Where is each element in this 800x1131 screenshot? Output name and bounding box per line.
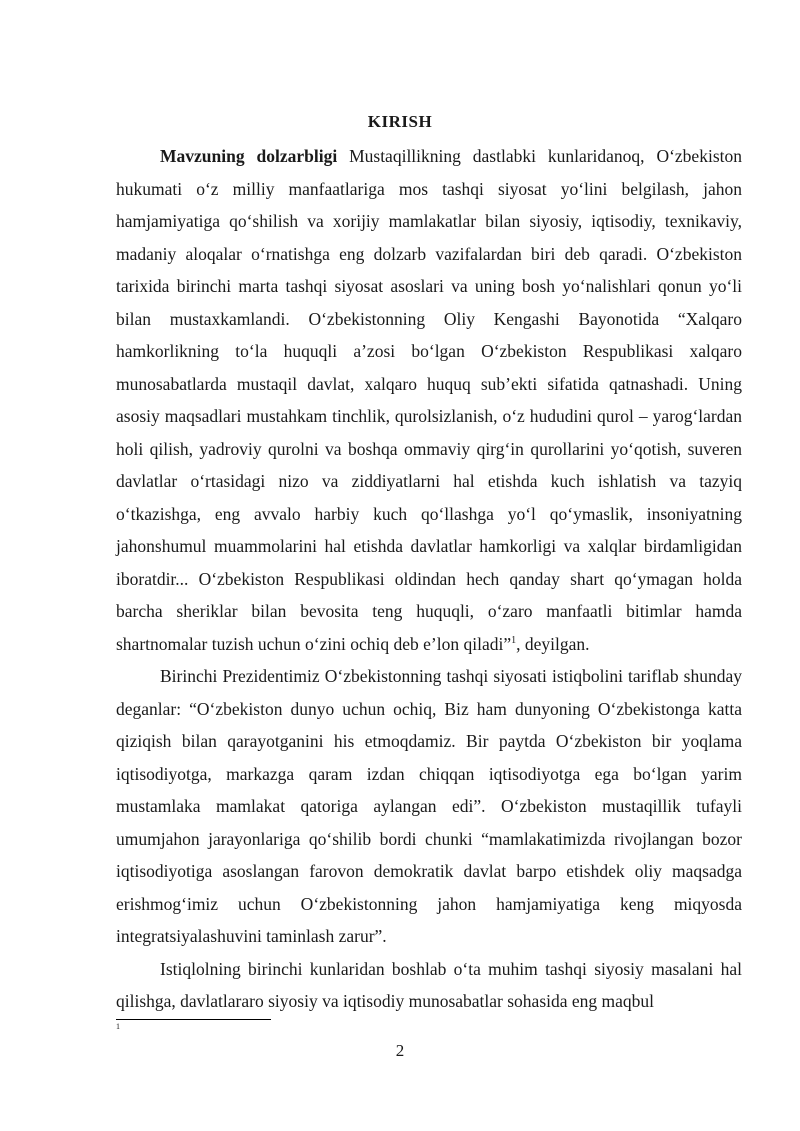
section-title: KIRISH <box>367 112 433 131</box>
body-text <box>116 140 742 1018</box>
footnote-marker: 1 <box>116 1022 120 1031</box>
paragraph-2: Birinchi Prezidentimiz O‘zbekistonning tashqi siyosati istiqbolini tariflab shunday deganlar: “O‘zbekiston dunyo uchun ochiq, Biz ham dunyoning O‘zbekistonga katta qiziqish bilan qarayotganini his etmoqdamiz. Bir paytda O‘zbekiston bir yoqlama iqtisodiyotga, markazga qaram izdan chiqqan iqtisodiyotga ega bo‘lgan yarim mustamlaka mamlakat qatoriga aylangan edi”. O‘zbekiston mustaqillik tufayli umumjahon jarayonlariga qo‘shilib bordi chunki “mamlakatimizda rivojlangan bozor iqtisodiyotiga asoslangan farovon demokratik davlat barpo etishdek oliy maqsadga erishmog‘imiz uchun O‘zbekistonning jahon hamjamiyatiga keng miqyosda integratsiyalashuvini taminlash zarur”. <box>116 666 742 946</box>
paragraph-3: Istiqlolning birinchi kunlaridan boshlab o‘ta muhim tashqi siyosiy masalani hal qilishga, davlatlararo siyosiy va iqtisodiy munosabatlar sohasida eng maqbul <box>116 958 742 1011</box>
paragraph-1-tail: , deyilgan. <box>516 633 590 654</box>
footnote-divider <box>116 1019 271 1020</box>
paragraph-1-text: Mustaqillikning dastlabki kunlaridanoq, O‘zbekiston hukumati o‘z milliy manfaatlariga mos tashqi siyosat yo‘lini belgilash, jahon hamjamiyatiga qo‘shilish va xorijiy mamlakatlar bilan siyosiy, iqtisodiy, texnikaviy, madaniy aloqalar o‘rnatishga eng dolzarb vazifalardan biri deb qaradi. O‘zbekiston tarixida birinchi marta tashqi siyosat asoslari va uning bosh yo‘nalishlari qonun yo‘li bilan mustaxkamlandi. O‘zbekistonning Oliy Kengashi Bayonotida “Xalqaro hamkorlikning to‘la huquqli a’zosi bo‘lgan O‘zbekiston Respublikasi xalqaro munosabatlarda mustaqil davlat, xalqaro huquq sub’ekti sifatida qatnashadi. Uning asosiy maqsadlari mustahkam tinchlik, qurolsizlanish, o‘z hududini qurol – yarog‘lardan holi qilish, yadroviy qurolni va boshqa ommaviy qirg‘in qurollarini yo‘qotish, suveren davlatlar o‘rtasidagi nizo va ziddiyatlarni hal etishda kuch ishlatish va tazyiq o‘tkazishga, eng avvalo harbiy kuch qo‘llashga yo‘l qo‘ymaslik, insoniyatning jahonshumul muammolarini hal etishda davlatlar hamkorligi va xalqlar birdamligidan iboratdir... O‘zbekiston Respublikasi oldindan hech qanday shart qo‘ymagan holda barcha sheriklar bilan bevosita teng huquqli, o‘zaro manfaatli bitimlar hamda shartnomalar tuzish uchun o‘zini ochiq deb e’lon qiladi” <box>116 146 742 654</box>
paragraph-lead: Mavzuning dolzarbligi <box>160 146 338 166</box>
page-number: 2 <box>395 1041 405 1060</box>
paragraph-1 <box>116 140 742 660</box>
footnote-reference[interactable]: 1 <box>511 634 517 646</box>
